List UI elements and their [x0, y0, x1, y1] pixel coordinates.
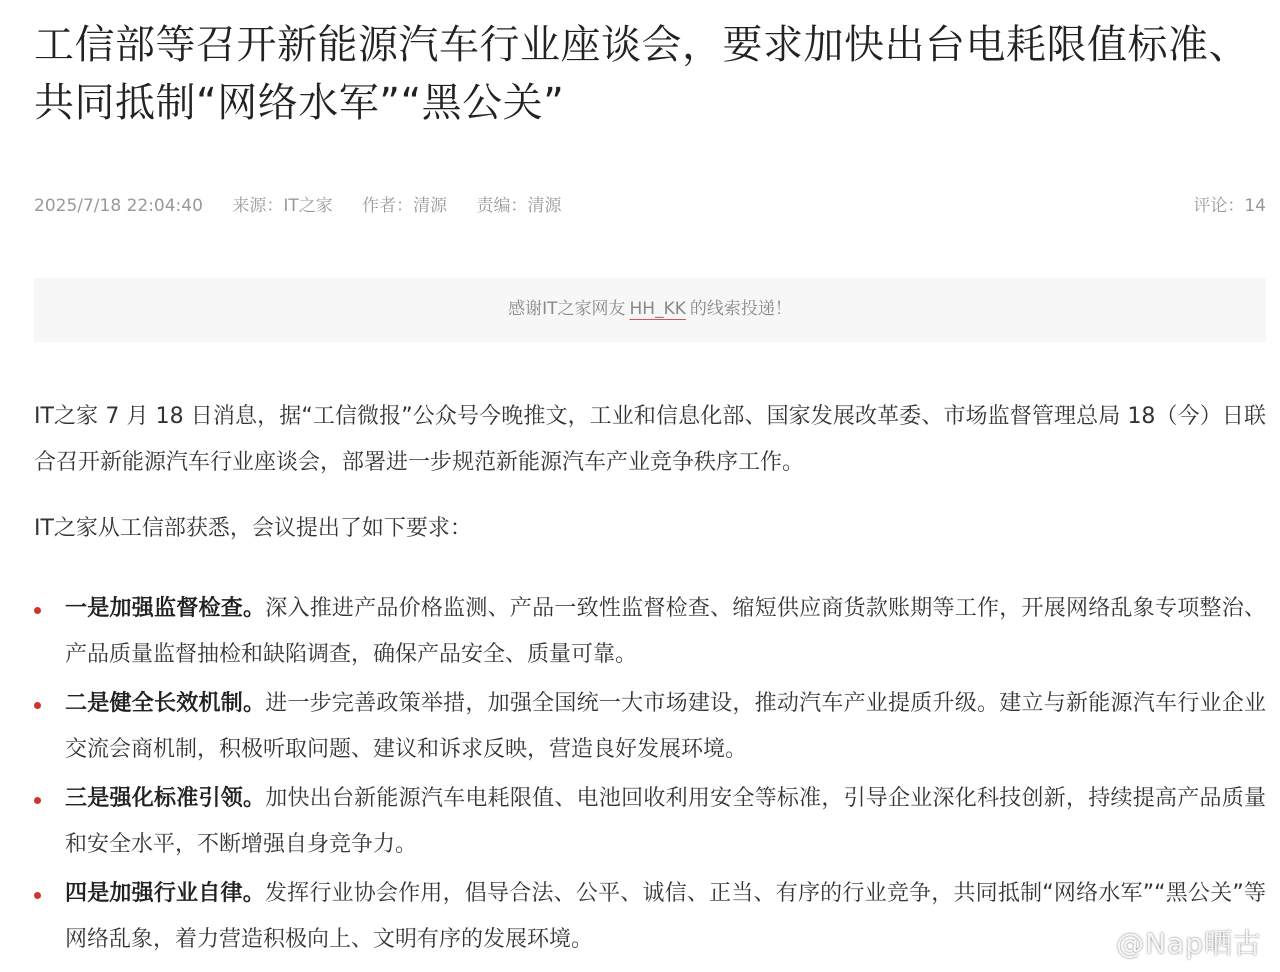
thanks-suffix: 的线索投递！: [689, 299, 792, 319]
list-item-text: 加快出台新能源汽车电耗限值、电池回收利用安全等标准，引导企业深化科技创新，持续提高产品质量和安全水平，不断增强自身竞争力。: [65, 786, 1266, 857]
bullet-icon: [34, 892, 41, 899]
article-title: 工信部等召开新能源汽车行业座谈会，要求加快出台电耗限值标准、共同抵制“网络水军”“黑公关”: [34, 22, 1249, 126]
bullet-icon: [34, 797, 41, 804]
list-item-heading: 一是加强监督检查。: [65, 596, 266, 621]
comments-count-link[interactable]: 评论：14: [1193, 196, 1266, 216]
watermark: @Nap晒古: [1116, 927, 1262, 960]
list-item: [34, 871, 1266, 963]
list-item-text: 进一步完善政策举措，加强全国统一大市场建设，推动汽车产业提质升级。建立与新能源汽车行业企业交流会商机制，积极听取问题、建议和诉求反映，营造良好发展环境。: [65, 691, 1266, 762]
publish-datetime: 2025/7/18 22:04:40: [34, 196, 203, 216]
bullet-icon: [34, 607, 41, 614]
bullet-icon: [34, 702, 41, 709]
thanks-banner: [34, 278, 1266, 342]
editor-name: 责编：清源: [476, 196, 562, 216]
list-item-text: 深入推进产品价格监测、产品一致性监督检查、缩短供应商货款账期等工作，开展网络乱象专项整治、产品质量监督抽检和缺陷调查，确保产品安全、质量可靠。: [65, 596, 1266, 667]
article-paragraph: IT之家从工信部获悉，会议提出了如下要求：: [34, 516, 472, 541]
list-item: [34, 681, 1266, 773]
article-paragraph: IT之家 7 月 18 日消息，据“工信微报”公众号今晚推文，工业和信息化部、国家发展改革委、市场监督管理总局 18（今）日联合召开新能源汽车行业座谈会，部署进一步规范新能源汽车产业竞争秩序工作。: [34, 404, 1266, 475]
list-item: [34, 586, 1266, 678]
list-item: [34, 776, 1266, 868]
list-item-heading: 二是健全长效机制。: [65, 691, 266, 716]
list-item-text: 发挥行业协会作用，倡导合法、公平、诚信、正当、有序的行业竞争，共同抵制“网络水军”“黑公关”等网络乱象，着力营造积极向上、文明有序的发展环境。: [65, 881, 1266, 952]
contributor-link[interactable]: HH_KK: [629, 299, 686, 319]
source-link[interactable]: 来源：IT之家: [232, 196, 333, 216]
list-item-heading: 四是加强行业自律。: [65, 881, 265, 906]
thanks-prefix: 感谢IT之家网友: [508, 299, 626, 319]
author-name: 作者：清源: [362, 196, 448, 216]
requirements-list: [34, 586, 1266, 966]
list-item-heading: 三是强化标准引领。: [65, 786, 266, 811]
article-meta: [34, 194, 1266, 218]
